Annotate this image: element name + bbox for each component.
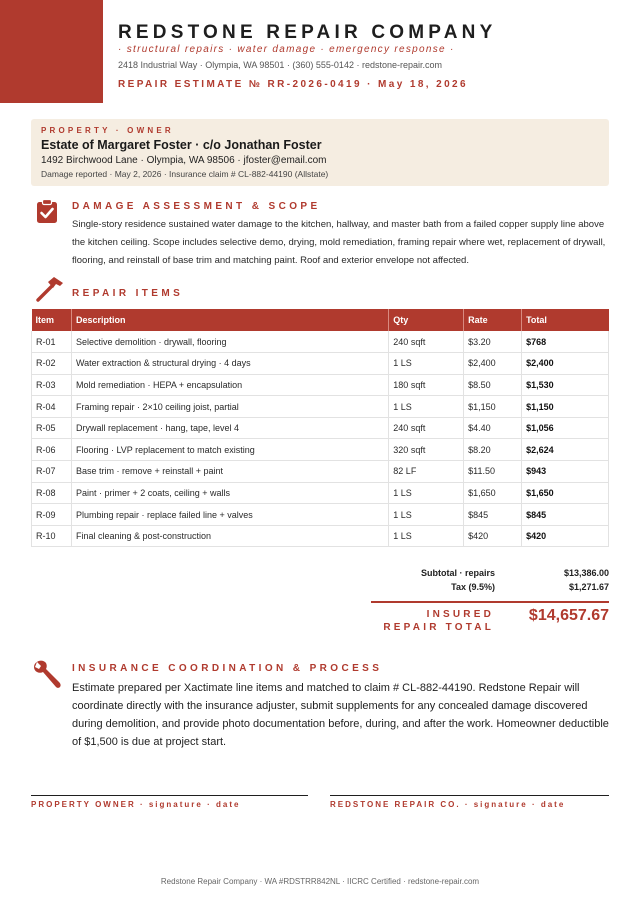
item-qty: 180 sqft [389, 374, 464, 396]
table-header-row [32, 309, 609, 331]
tax-label: Tax (9.5%) [451, 582, 495, 592]
item-description: Plumbing repair · replace failed line + valves [71, 504, 388, 526]
item-code: R-09 [32, 504, 72, 526]
table-row [32, 374, 609, 396]
item-description: Framing repair · 2×10 ceiling joist, partial [71, 396, 388, 418]
company-signature-line [330, 795, 609, 796]
insurance-description: Estimate prepared per Xactimate line items and matched to claim # CL-882-44190. Redstone Repair will coordinate directly with the insurance adjuster, submit supplements for any concealed damage discovered during demolition, and provide photo documentation before, during, and after the work. Homeowner deductible of $1,500 is due at project start. [72, 682, 609, 748]
owner-signature-line [31, 795, 308, 796]
wrench-icon [32, 660, 62, 690]
item-description: Selective demolition · drywall, flooring [71, 331, 388, 353]
table-row [32, 482, 609, 504]
item-total: $845 [522, 504, 609, 526]
item-description: Base trim · remove + reinstall + paint [71, 461, 388, 483]
item-code: R-07 [32, 461, 72, 483]
item-qty: 82 LF [389, 461, 464, 483]
table-row [32, 417, 609, 439]
item-description: Paint · primer + 2 coats, ceiling + walls [71, 482, 388, 504]
item-description: Flooring · LVP replacement to match existing [71, 439, 388, 461]
column-header-qty: Qty [389, 309, 464, 331]
item-description: Final cleaning & post-construction [71, 525, 388, 547]
item-code: R-05 [32, 417, 72, 439]
property-owner-card [31, 119, 609, 186]
item-rate: $8.50 [464, 374, 522, 396]
clipboard-check-icon [34, 198, 60, 224]
item-total: $1,530 [522, 374, 609, 396]
item-total: $768 [522, 331, 609, 353]
item-qty: 1 LS [389, 353, 464, 375]
subtotal-value: $13,386.00 [563, 568, 609, 578]
item-rate: $1,650 [464, 482, 522, 504]
owner-signature-label: PROPERTY OWNER · signature · date [31, 800, 241, 809]
item-code: R-08 [32, 482, 72, 504]
item-code: R-04 [32, 396, 72, 418]
item-total: $2,400 [522, 353, 609, 375]
column-header-total: Total [522, 309, 609, 331]
item-qty: 1 LS [389, 504, 464, 526]
insured-label-line-1: INSURED [426, 609, 494, 620]
table-row [32, 504, 609, 526]
table-row [32, 331, 609, 353]
page-footer: Redstone Repair Company · WA #RDSTRR842NL · IICRC Certified · redstone-repair.com [160, 877, 480, 886]
insured-label-line-2: REPAIR TOTAL [383, 622, 494, 633]
table-row [32, 439, 609, 461]
owner-eyebrow: PROPERTY · OWNER [41, 126, 174, 135]
item-total: $1,150 [522, 396, 609, 418]
item-rate: $4.40 [464, 417, 522, 439]
item-rate: $8.20 [464, 439, 522, 461]
table-row [32, 461, 609, 483]
item-description: Water extraction & structural drying · 4 days [71, 353, 388, 375]
table-row [32, 396, 609, 418]
company-signature-label: REDSTONE REPAIR CO. · signature · date [330, 800, 566, 809]
scope-heading: DAMAGE ASSESSMENT & SCOPE [72, 201, 321, 212]
corner-accent-block [0, 0, 103, 103]
item-rate: $3.20 [464, 331, 522, 353]
item-rate: $845 [464, 504, 522, 526]
item-qty: 240 sqft [389, 331, 464, 353]
item-description: Mold remediation · HEPA + encapsulation [71, 374, 388, 396]
item-code: R-02 [32, 353, 72, 375]
tax-value: $1,271.67 [568, 582, 609, 592]
company-tagline: · structural repairs · water damage · emergency response · [118, 44, 455, 55]
repair-items-table [31, 309, 609, 547]
item-rate: $420 [464, 525, 522, 547]
item-code: R-01 [32, 331, 72, 353]
subtotal-label: Subtotal · repairs [420, 568, 495, 578]
item-total: $1,056 [522, 417, 609, 439]
owner-address: 1492 Birchwood Lane · Olympia, WA 98506 · jfoster@email.com [41, 155, 327, 166]
item-code: R-06 [32, 439, 72, 461]
item-rate: $11.50 [464, 461, 522, 483]
item-code: R-03 [32, 374, 72, 396]
insured-total-value: $14,657.67 [528, 607, 609, 624]
item-total: $1,650 [522, 482, 609, 504]
column-header-item: Item [32, 309, 72, 331]
hammer-icon [36, 276, 66, 302]
insured-total-label [360, 608, 494, 634]
item-qty: 320 sqft [389, 439, 464, 461]
owner-claim-info: Damage reported · May 2, 2026 · Insurance claim # CL-882-44190 (Allstate) [41, 169, 329, 179]
column-header-description: Description [71, 309, 388, 331]
table-row [32, 525, 609, 547]
owner-name: Estate of Margaret Foster · c/o Jonathan Foster [41, 138, 322, 152]
insurance-heading: INSURANCE COORDINATION & PROCESS [72, 663, 383, 674]
item-qty: 1 LS [389, 525, 464, 547]
scope-description: Single-story residence sustained water damage to the kitchen, hallway, and master bath from a failed copper supply line above the kitchen ceiling. Scope includes selective demo, drying, mold remediation, framing repair where wet, replacement of drywall, flooring, and reinstall of base trim and matching paint. Roof and exterior envelope not affected. [72, 219, 606, 266]
company-contact: 2418 Industrial Way · Olympia, WA 98501 · (360) 555-0142 · redstone-repair.com [118, 60, 442, 70]
item-description: Drywall replacement · hang, tape, level 4 [71, 417, 388, 439]
total-divider [371, 601, 609, 603]
item-total: $420 [522, 525, 609, 547]
item-code: R-10 [32, 525, 72, 547]
item-qty: 1 LS [389, 396, 464, 418]
item-qty: 1 LS [389, 482, 464, 504]
company-name: REDSTONE REPAIR COMPANY [118, 22, 497, 43]
item-rate: $1,150 [464, 396, 522, 418]
item-total: $943 [522, 461, 609, 483]
item-rate: $2,400 [464, 353, 522, 375]
estimate-number-date: REPAIR ESTIMATE № RR-2026-0419 · May 18, 2026 [118, 79, 468, 90]
item-qty: 240 sqft [389, 417, 464, 439]
column-header-rate: Rate [464, 309, 522, 331]
table-row [32, 353, 609, 375]
repair-items-heading: REPAIR ITEMS [72, 288, 184, 299]
item-total: $2,624 [522, 439, 609, 461]
